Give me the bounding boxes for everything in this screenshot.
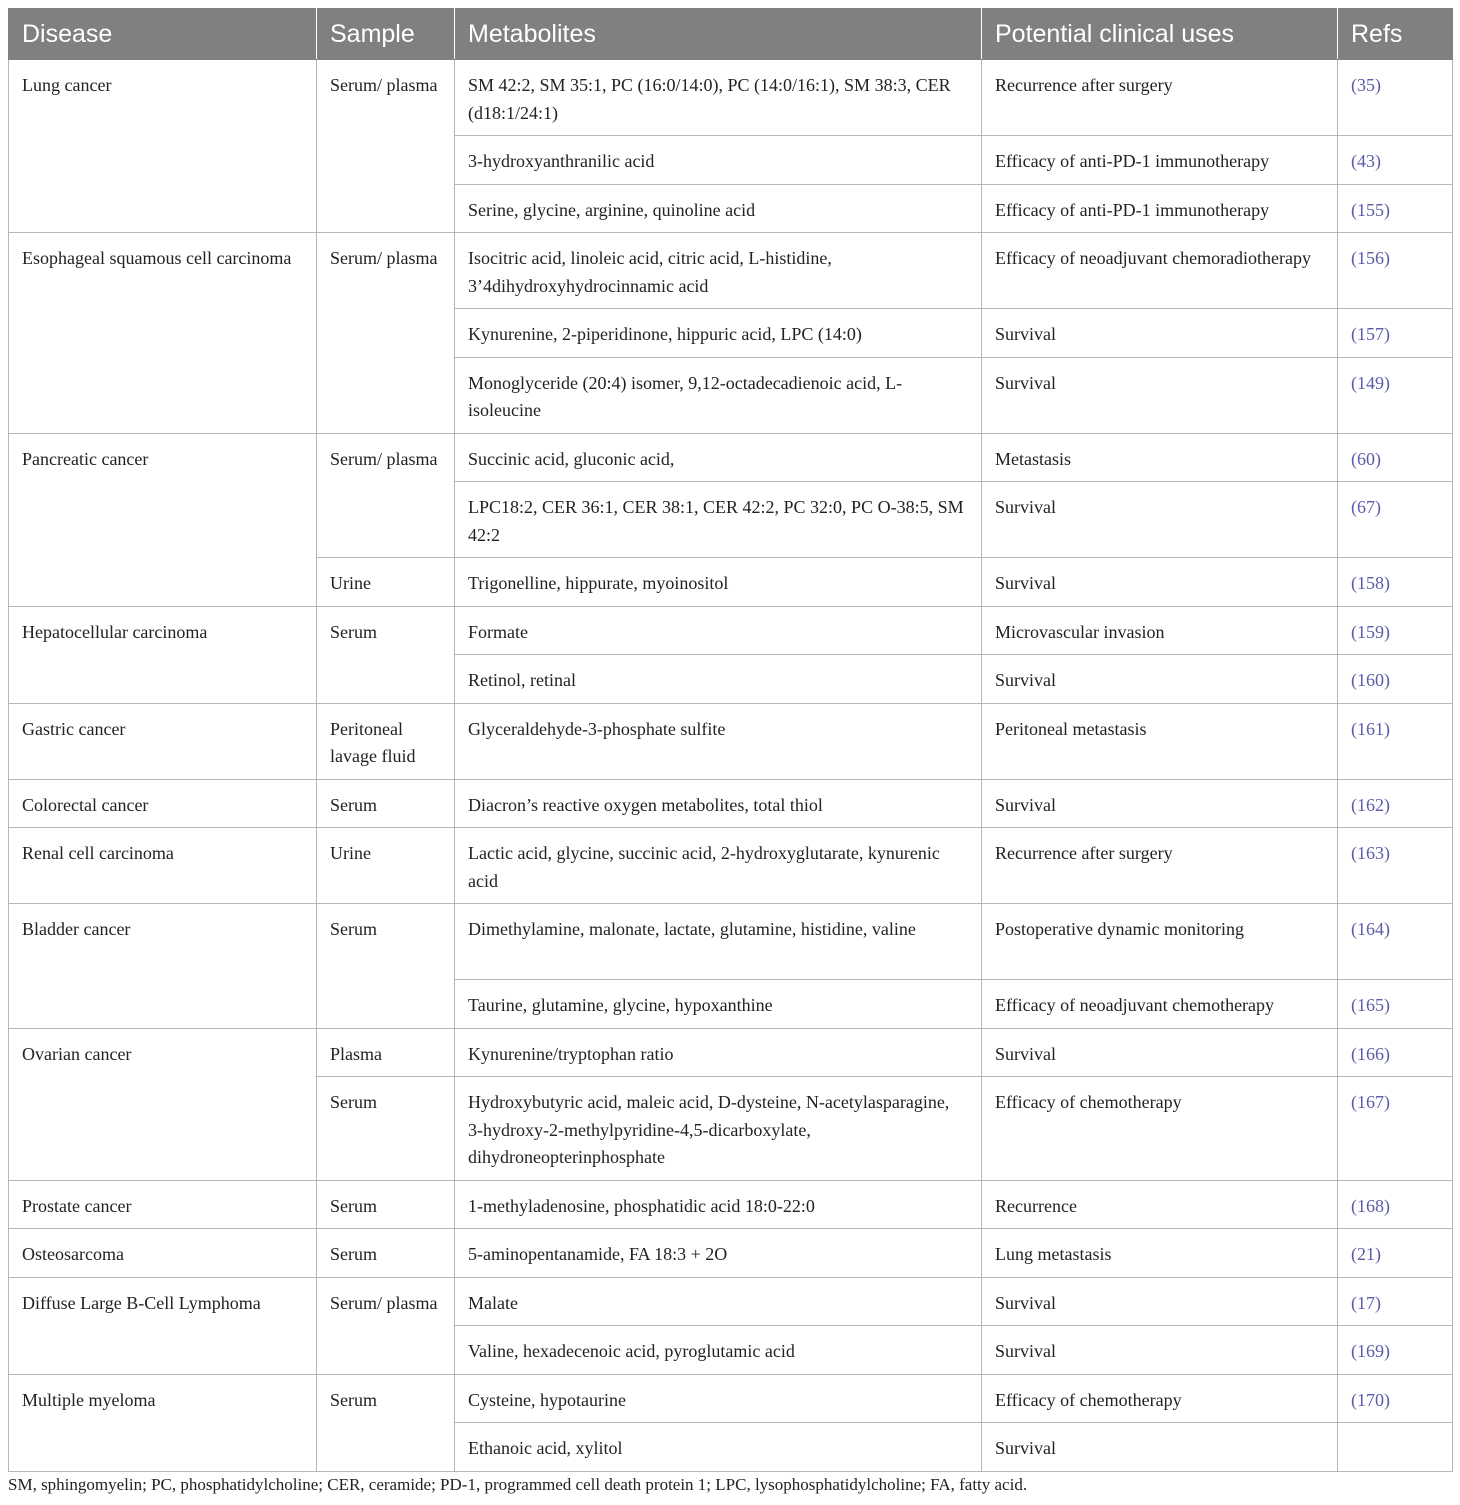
metabolites-cell: Retinol, retinal (455, 655, 982, 704)
ref-cell: (67) (1338, 482, 1453, 558)
sample-cell: Serum/ plasma (317, 233, 455, 434)
sample-cell: Urine (317, 828, 455, 904)
clinical-use-cell: Survival (982, 655, 1338, 704)
disease-cell: Bladder cancer (9, 904, 317, 1029)
ref-cell: (157) (1338, 309, 1453, 358)
table-row (9, 1028, 1453, 1077)
disease-cell: Osteosarcoma (9, 1229, 317, 1278)
disease-cell: Gastric cancer (9, 703, 317, 779)
clinical-use-cell: Survival (982, 357, 1338, 433)
disease-cell: Prostate cancer (9, 1180, 317, 1229)
clinical-use-cell: Survival (982, 1423, 1338, 1472)
metabolites-cell: 5-aminopentanamide, FA 18:3 + 2O (455, 1229, 982, 1278)
sample-cell: Serum (317, 904, 455, 1029)
ref-cell: (35) (1338, 60, 1453, 136)
ref-cell: (167) (1338, 1077, 1453, 1181)
table-row (9, 703, 1453, 779)
sample-cell: Urine (317, 558, 455, 607)
clinical-use-cell: Lung metastasis (982, 1229, 1338, 1278)
ref-cell: (43) (1338, 136, 1453, 185)
ref-cell: (155) (1338, 184, 1453, 233)
disease-cell: Lung cancer (9, 60, 317, 233)
ref-cell: (161) (1338, 703, 1453, 779)
table-row (9, 606, 1453, 655)
clinical-use-cell: Survival (982, 482, 1338, 558)
metabolites-cell: Dimethylamine, malonate, lactate, glutamine, histidine, valine (455, 904, 982, 980)
clinical-use-cell: Survival (982, 1028, 1338, 1077)
metabolites-cell: Formate (455, 606, 982, 655)
clinical-use-cell: Recurrence after surgery (982, 828, 1338, 904)
table-row (9, 1180, 1453, 1229)
clinical-use-cell: Efficacy of anti-PD-1 immunotherapy (982, 184, 1338, 233)
clinical-use-cell: Survival (982, 1326, 1338, 1375)
table-row (9, 433, 1453, 482)
sample-cell: Plasma (317, 1028, 455, 1077)
metabolites-cell: Serine, glycine, arginine, quinoline acid (455, 184, 982, 233)
ref-cell: (168) (1338, 1180, 1453, 1229)
clinical-use-cell: Recurrence after surgery (982, 60, 1338, 136)
ref-cell: (170) (1338, 1374, 1453, 1423)
disease-cell: Diffuse Large B-Cell Lymphoma (9, 1277, 317, 1374)
header-clinical-uses: Potential clinical uses (982, 9, 1338, 60)
metabolites-cell: Trigonelline, hippurate, myoinositol (455, 558, 982, 607)
metabolites-cell: SM 42:2, SM 35:1, PC (16:0/14:0), PC (14:0/16:1), SM 38:3, CER (d18:1/24:1) (455, 60, 982, 136)
metabolites-cell: Valine, hexadecenoic acid, pyroglutamic acid (455, 1326, 982, 1375)
header-metabolites: Metabolites (455, 9, 982, 60)
disease-cell: Renal cell carcinoma (9, 828, 317, 904)
table-row (9, 828, 1453, 904)
table-footnote: SM, sphingomyelin; PC, phosphatidylcholine; CER, ceramide; PD-1, programmed cell death protein 1; LPC, lysophosphatidylcholine; FA, fatty acid. (8, 1475, 1028, 1494)
clinical-use-cell: Survival (982, 309, 1338, 358)
ref-cell: (156) (1338, 233, 1453, 309)
ref-cell: (169) (1338, 1326, 1453, 1375)
metabolites-cell: Hydroxybutyric acid, maleic acid, D-dysteine, N-acetylasparagine, 3-hydroxy-2-methylpyridine-4,5-dicarboxylate, dihydroneopterinphosphate (455, 1077, 982, 1181)
ref-cell: (158) (1338, 558, 1453, 607)
sample-cell: Peritoneal lavage fluid (317, 703, 455, 779)
metabolites-cell: LPC18:2, CER 36:1, CER 38:1, CER 42:2, PC 32:0, PC O-38:5, SM 42:2 (455, 482, 982, 558)
header-sample: Sample (317, 9, 455, 60)
disease-cell: Esophageal squamous cell carcinoma (9, 233, 317, 434)
clinical-use-cell: Metastasis (982, 433, 1338, 482)
clinical-use-cell: Survival (982, 779, 1338, 828)
clinical-use-cell: Efficacy of chemotherapy (982, 1374, 1338, 1423)
disease-cell: Pancreatic cancer (9, 433, 317, 606)
metabolites-cell: Isocitric acid, linoleic acid, citric acid, L-histidine, 3’4dihydroxyhydrocinnamic acid (455, 233, 982, 309)
clinical-use-cell: Survival (982, 558, 1338, 607)
sample-cell: Serum/ plasma (317, 433, 455, 558)
table-row (9, 1277, 1453, 1326)
table-header-row (9, 9, 1453, 60)
clinical-use-cell: Efficacy of neoadjuvant chemoradiotherapy (982, 233, 1338, 309)
disease-cell: Hepatocellular carcinoma (9, 606, 317, 703)
table-row (9, 1229, 1453, 1278)
ref-cell: (162) (1338, 779, 1453, 828)
ref-cell: (165) (1338, 980, 1453, 1029)
disease-cell: Colorectal cancer (9, 779, 317, 828)
metabolites-cell: Taurine, glutamine, glycine, hypoxanthine (455, 980, 982, 1029)
metabolites-cell: Kynurenine, 2-piperidinone, hippuric acid, LPC (14:0) (455, 309, 982, 358)
ref-cell: (160) (1338, 655, 1453, 704)
metabolites-cell: 3-hydroxyanthranilic acid (455, 136, 982, 185)
metabolites-cell: Ethanoic acid, xylitol (455, 1423, 982, 1472)
metabolites-cell: Cysteine, hypotaurine (455, 1374, 982, 1423)
ref-cell: (21) (1338, 1229, 1453, 1278)
sample-cell: Serum (317, 1229, 455, 1278)
clinical-use-cell: Microvascular invasion (982, 606, 1338, 655)
metabolites-cell: Kynurenine/tryptophan ratio (455, 1028, 982, 1077)
clinical-use-cell: Peritoneal metastasis (982, 703, 1338, 779)
metabolites-cell: Monoglyceride (20:4) isomer, 9,12-octadecadienoic acid, L-isoleucine (455, 357, 982, 433)
table-row (9, 904, 1453, 980)
sample-cell: Serum/ plasma (317, 60, 455, 233)
clinical-use-cell: Efficacy of chemotherapy (982, 1077, 1338, 1181)
metabolites-cell: Diacron’s reactive oxygen metabolites, total thiol (455, 779, 982, 828)
metabolite-biomarker-table (8, 8, 1453, 1472)
metabolites-cell: 1-methyladenosine, phosphatidic acid 18:0-22:0 (455, 1180, 982, 1229)
disease-cell: Ovarian cancer (9, 1028, 317, 1180)
clinical-use-cell: Recurrence (982, 1180, 1338, 1229)
ref-cell (1338, 1423, 1453, 1472)
ref-cell: (163) (1338, 828, 1453, 904)
metabolites-cell: Succinic acid, gluconic acid, (455, 433, 982, 482)
ref-cell: (164) (1338, 904, 1453, 980)
sample-cell: Serum (317, 1077, 455, 1181)
table-row (9, 779, 1453, 828)
header-refs: Refs (1338, 9, 1453, 60)
clinical-use-cell: Efficacy of anti-PD-1 immunotherapy (982, 136, 1338, 185)
metabolites-cell: Glyceraldehyde-3-phosphate sulfite (455, 703, 982, 779)
ref-cell: (17) (1338, 1277, 1453, 1326)
sample-cell: Serum/ plasma (317, 1277, 455, 1374)
table-row (9, 233, 1453, 309)
clinical-use-cell: Efficacy of neoadjuvant chemotherapy (982, 980, 1338, 1029)
ref-cell: (159) (1338, 606, 1453, 655)
sample-cell: Serum (317, 1180, 455, 1229)
clinical-use-cell: Postoperative dynamic monitoring (982, 904, 1338, 980)
table-row (9, 1374, 1453, 1423)
sample-cell: Serum (317, 779, 455, 828)
ref-cell: (149) (1338, 357, 1453, 433)
clinical-use-cell: Survival (982, 1277, 1338, 1326)
table-row (9, 60, 1453, 136)
metabolites-cell: Lactic acid, glycine, succinic acid, 2-hydroxyglutarate, kynurenic acid (455, 828, 982, 904)
sample-cell: Serum (317, 606, 455, 703)
ref-cell: (166) (1338, 1028, 1453, 1077)
disease-cell: Multiple myeloma (9, 1374, 317, 1471)
sample-cell: Serum (317, 1374, 455, 1471)
header-disease: Disease (9, 9, 317, 60)
metabolites-cell: Malate (455, 1277, 982, 1326)
ref-cell: (60) (1338, 433, 1453, 482)
